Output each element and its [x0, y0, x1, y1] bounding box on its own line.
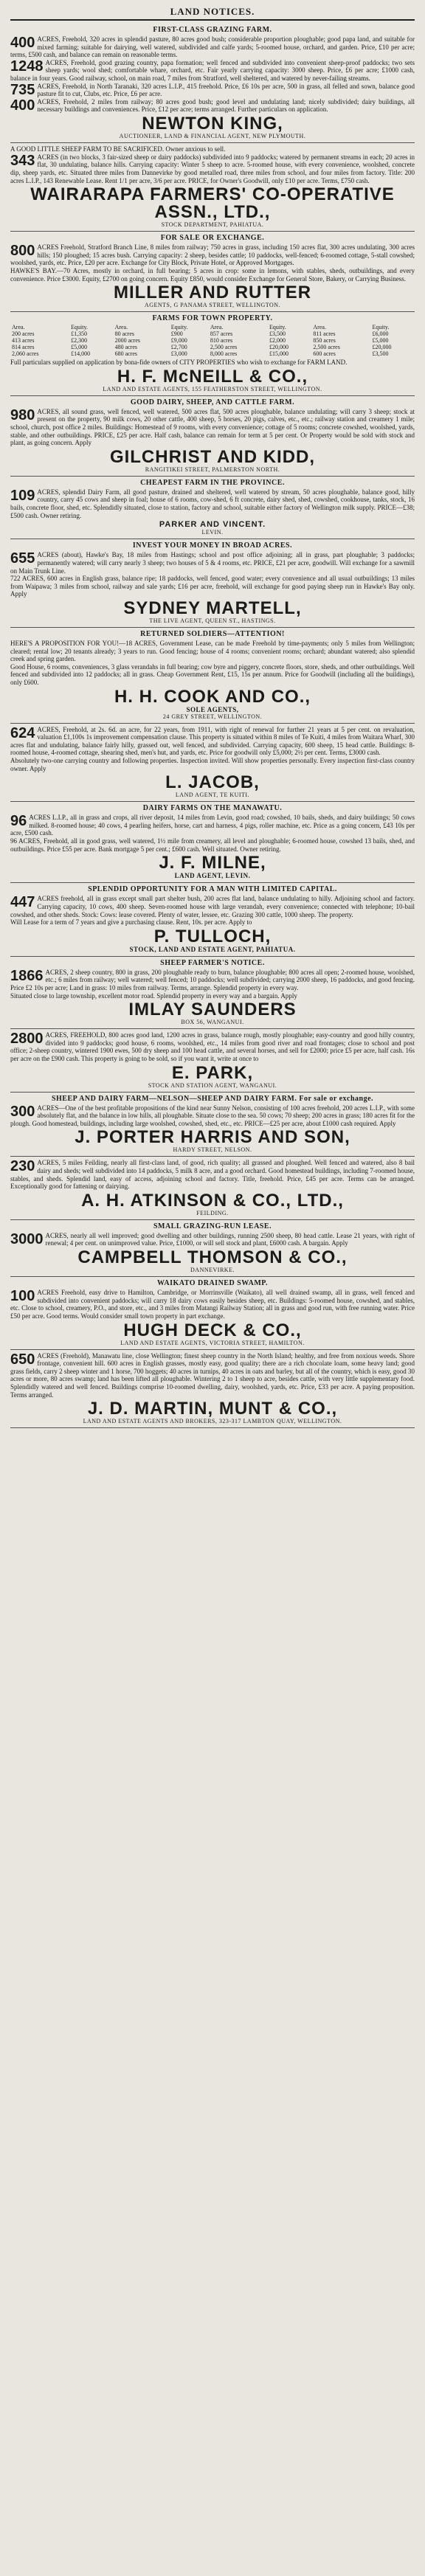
ad-text: ACRES, 2 sheep country, 800 in grass, 200 ploughable ready to burn, balance ploughable; 800 acres all open; 2-roomed house, woolshed, etc.; 6 miles from railway; well watered; well fenced; 10 paddocks; well subdivided; carrying 2000 sheep, 16 paddocks, and good fencing. Price £2 10s per acre; Land in grass: 10 miles from railway. Terms, arrange. Splendid property in every way.	[10, 968, 415, 991]
ad-text: Full particulars supplied on application by bona-fide owners of CITY PROPERTIES who wish to exchange for FARM LAND.	[10, 359, 348, 367]
agent-name: SYDNEY MARTELL,	[123, 598, 302, 618]
ad-body	[10, 1232, 415, 1247]
table-cell: 80 acres	[114, 330, 134, 338]
acreage-figure: 2800	[10, 1031, 44, 1048]
ad-body	[10, 757, 415, 772]
ad-text: A GOOD LITTLE SHEEP FARM TO BE SACRIFICED. Owner anxious to sell.	[10, 145, 226, 153]
acreage-figure: 1866	[10, 967, 44, 984]
table-cell: £20,000	[269, 344, 288, 351]
ad-text: ACRES—One of the best profitable propositions of the kind near Sunny Nelson, consisting of 100 acres freehold, 200 acres L.I.P., with some absolutely flat, and the balance in low hills, all ploughable. Situate close to the sea. 50 cows; 70 sheep; 200 acres in grass; 180 acres fit for the plough. Good homestead, buildings, including large woolshed, cowshed, shed, etc., etc. PRICE—£25 per acre, about £1000 cash required. Apply	[10, 1104, 415, 1127]
ad-heading: SPLENDID OPPORTUNITY FOR A MAN WITH LIMITED CAPITAL.	[88, 885, 337, 894]
ad-body	[10, 726, 415, 757]
ad-heading: DAIRY FARMS ON THE MANAWATU.	[142, 804, 283, 813]
agent-name: J. PORTER HARRIS AND SON,	[75, 1127, 350, 1148]
agent-address: DANNEVIRKE.	[190, 1267, 235, 1274]
table-cell: 810 acres	[210, 337, 233, 344]
table-cell: £3,500	[372, 350, 389, 358]
table-cell: £5,000	[71, 344, 88, 351]
ad-text: Good House, 6 rooms, conveniences, 3 glass verandahs in full bearing; cow byre and piggery, concrete floors, store, sheds, and other outbuildings. Well fenced and subdivided into 12 paddocks; all in grass. Cheap Government Rent, £15, 15s per annum. Price for Goodwill (including all the buildings), only £600.	[10, 662, 415, 686]
agent-address: STOCK DEPARTMENT, PAHIATUA.	[161, 221, 264, 229]
acreage-figure: 624	[10, 724, 35, 741]
land-ad	[10, 312, 415, 396]
farms-table-header: Area.	[210, 324, 224, 331]
table-cell: £3,500	[269, 330, 286, 338]
agent-name: CAMPBELL THOMSON & CO.,	[77, 1247, 348, 1268]
table-row	[10, 337, 415, 344]
acreage-figure: 3000	[10, 1230, 44, 1247]
agent-address: FEILDING.	[196, 1209, 229, 1216]
ad-text: ACRES, Freehold, 320 acres in splendid pasture, 80 acres good bush; considerable proportion ploughable; good papa land, and suitable for mixed farming; suitable for dairying, well watered, subdivided and calfe yards; 5-roomed house, orchard, and garden. Price, £10 per acre; terms, £500 cash, and balance can remain on reasonable terms.	[10, 35, 415, 59]
ad-text: ACRES, Freehold, good grazing country, papa formation; well fenced and subdivided into convenient sheep-proof paddocks; two sets sheep yards; wool shed; comfortable whare, orchard, etc. Fair yearly carrying capacity: 3000 sheep. Price, £6 per acre; £1000 cash, balance in four years. Good railway, school, on main road, 7 miles from Stratford, well sheltered, and watered by never-failing streams.	[10, 58, 415, 83]
agent-name: HUGH DECK & CO.,	[123, 1320, 302, 1340]
agent-name: NEWTON KING,	[142, 114, 283, 134]
farms-table-header: Equity.	[71, 324, 88, 331]
land-ad	[10, 724, 415, 803]
land-ad	[10, 396, 415, 477]
ad-text: ACRES, splendid Dairy Farm, all good pasture, drained and sheltered, well watered by stream, 50 acres ploughable, balance good, hilly country, carry 45 cows and sheep in foal; house of 6 rooms, cow-shed, 6 ft concrete, dairy shed, shed, cowshed, cookhouse, tanks, stock, 16 bails, concrete floor, shed, etc. Splendidly situated, close to station, factory and school, suitable either factory of Wellington milk supply. PRICE—£38; £500 cash. Owner retiring.	[10, 488, 415, 519]
acreage-figure: 109	[10, 487, 35, 504]
farms-table-header: Area.	[12, 324, 25, 331]
ad-heading: WAIKATO DRAINED SWAMP.	[156, 1279, 268, 1288]
ad-body	[10, 153, 415, 184]
ad-body	[10, 575, 415, 598]
ad-text: ACRES freehold, all in grass except small part shelter bush, 200 acres flat land, balance undulating to hilly. Adjoining school and factory. Carrying capacity, 10 cows, 400 sheep. Seven-roomed house with large verandah, every convenience; connected with telephone; 10-bail cowshed, and other sheds. Stock: Cows: lease covered. Plenty of water, lessee, etc. Grazing 300 cattle, 1000 sheep. The property.	[10, 895, 415, 918]
ad-text: ACRES Freehold, easy drive to Hamilton, Cambridge, or Morrinsville (Waikato), all well drained swamp, all in grass, well fenced and subdivided into convenient paddocks; will carry 18 dairy cows easily besides sheep, etc. Buildings: 5-roomed house, cowshed, and stables, etc. Close to school, creamery, P.O., and store, etc., and 3 miles from Matangi Railway Station; all in grass and good run, with free running water. Price £50 per acre. Good terms. Would consider small town property in part exchange.	[10, 1289, 415, 1320]
ad-text: ACRES L.I.P., all in grass and crops, all river deposit, 14 miles from Levin, good road; cowshed, 10 bails, sheds, and dairy buildings; 50 cows milked. 8-roomed house; 40 cows, 4 pearling heifers, horse, cart and harness, 4 pigs, roller machine, etc. Price as a going concern, £43 10s per acre, £500 cash.	[10, 814, 415, 837]
table-cell: 413 acres	[12, 337, 35, 344]
table-cell: 480 acres	[114, 344, 137, 351]
ad-heading: FARMS FOR TOWN PROPERTY.	[152, 314, 273, 323]
ad-body	[10, 918, 415, 927]
ad-body	[10, 59, 415, 83]
ad-text: ACRES, all sound grass, well fenced, well watered, 500 acres flat, 500 acres ploughable, balance undulating; will carry 3 sheep; stock at present on the property, 90 milk cows, 20 other cattle, 400 sheep, 5 horses, 20 pigs, calves, etc., etc.; railway station and creamery 1 mile; school, church, post office 2 miles. Buildings: Homestead of 9 rooms, with every convenience; cottage of 5 rooms; concrete cowshed, woolshed, yards, stable, and other outbuildings. PRICE, £25 per acre. Half cash, balance can remain for term at 5 per cent. Or Property would be sold with stock and plant, as going concern. Apply	[10, 407, 415, 447]
ad-body	[10, 98, 415, 114]
acreage-figure: 655	[10, 550, 35, 567]
table-cell: 8,000 acres	[210, 350, 238, 358]
ad-text: ACRES Freehold, Stratford Branch Line, 8 miles from railway; 750 acres in grass, including 150 acres flat, 300 acres undulating, 300 acres hills; 150 ploughed; 15 acres bush. Carrying capacity: 2 sheep, besides cattle; 10 paddocks, well-fenced; 6-roomed cottage, 5-stall cowshed; woolshed, yards, etc. Price, £20 per acre. Exchange for City Block, Private Hotel, or Approved Mortgages.	[10, 243, 415, 267]
agent-title: SOLE AGENTS,	[186, 705, 239, 713]
page-title: LAND NOTICES.	[10, 6, 415, 21]
ad-body	[10, 488, 415, 519]
ad-body	[10, 895, 415, 918]
acreage-figure: 447	[10, 894, 35, 911]
land-ad	[10, 1029, 415, 1092]
ad-body	[10, 83, 415, 98]
ad-text: ACRES, nearly all well improved; good dwelling and other buildings, running 2500 sheep, 80 head cattle. Lease 21 years, with right of renewal; 4 per cent. on unimproved value. Price, £1000, or will sell stock and plant, £6000 cash. A bargain. Apply	[45, 1231, 415, 1247]
ad-text: ACRES, 5 miles Feilding, nearly all first-class land, of good, rich quality; all grassed and ploughed. Well fenced and watered, also 8 bail dairy and sheds; well subdivided into 14 paddocks, 5 milk 8 acre, and a good orchard. Good homestead buildings, including 7-roomed house, stables, and sheds. Splendid land, easy of access, adjoining school and factory. Title, freehold. Price, £45 per acre. Terms can be arranged. Exceptionally good for fattening or dairying.	[10, 1159, 415, 1191]
table-cell: 600 acres	[313, 350, 336, 358]
agent-address: AUCTIONEER, LAND & FINANCIAL AGENT, NEW PLYMOUTH.	[119, 133, 306, 140]
agent-name: WAIRARAPA FARMERS' CO-OPERATIVE ASSN., LTD.,	[30, 184, 395, 223]
land-ad	[10, 802, 415, 883]
ad-body	[10, 1159, 415, 1190]
ad-text: Absolutely two-one carrying country and following properties. Inspection invited. Will show properties personally. Every inspection first-class country owner. Apply	[10, 757, 415, 772]
ad-text: Situated close to large township, excellent motor road. Splendid property in every way and a bargain. Apply	[10, 991, 297, 1000]
table-cell: £5,000	[372, 337, 389, 344]
table-cell: £9,000	[170, 337, 187, 344]
agent-name: IMLAY SAUNDERS	[128, 1000, 297, 1020]
ad-body	[10, 814, 415, 837]
ad-heading: GOOD DAIRY, SHEEP, AND CATTLE FARM.	[130, 398, 295, 406]
agent-address: AGENTS, G PANAMA STREET, WELLINGTON.	[144, 302, 281, 309]
acreage-figure: 100	[10, 1288, 35, 1305]
agent-address: 24 GREY STREET, WELLINGTON.	[162, 713, 263, 720]
table-cell: £900	[170, 330, 183, 338]
farms-table-header: Equity.	[372, 324, 390, 331]
ad-body	[10, 837, 415, 853]
ad-body	[10, 145, 415, 153]
land-ad	[10, 24, 415, 143]
table-cell: 2000 acres	[114, 337, 140, 344]
agent-name: E. PARK,	[171, 1062, 254, 1083]
ad-body	[10, 640, 415, 663]
ad-text: ACRES (in two blocks, 3 fair-sized sheep or dairy paddocks) subdivided into 9 paddocks; watered by permanent streams in each; 20 acres in flat, 30 undulating, balance hills. Carrying capacity: Winter 5 sheep to acre. 5-roomed house, with every convenience, woolshed, concrete dip, sheep yards, etc. Situated three miles from Dannevirke by good metalled road, three miles from school, and four miles from factory. Title: 200 acres L.I.P., 143 Renewable Lease. Rent 1/1 per acre, 3/6 per acre. PRICE, for Owner's Goodwill, only £10 per acre. Terms, £750 cash.	[10, 153, 415, 184]
ad-body	[10, 663, 415, 687]
table-cell: 2,500 acres	[313, 344, 340, 351]
ad-heading: FOR SALE OR EXCHANGE.	[160, 234, 265, 243]
agent-name: J. D. MARTIN, MUNT & CO.,	[87, 1399, 338, 1419]
acreage-figure: 980	[10, 406, 35, 423]
acreage-figure: 300	[10, 1103, 35, 1120]
table-cell: 850 acres	[313, 337, 336, 344]
agent-address: HARDY STREET, NELSON.	[173, 1146, 252, 1154]
table-cell: £20,000	[372, 344, 392, 351]
land-ad	[10, 477, 415, 539]
land-ad	[10, 883, 415, 956]
table-cell: £6,000	[372, 330, 389, 338]
acreage-figure: 735	[10, 81, 35, 98]
agent-address: RANGITIKEI STREET, PALMERSTON NORTH.	[145, 465, 280, 473]
agent-name: MILLER AND RUTTER	[113, 283, 312, 303]
ad-text: ACRES, FREEHOLD, 800 acres good land, 1200 acres in grass, balance rough, mostly ploughable; easy-country and good hilly country, divided into 9 paddocks; good house, 6 rooms, woolshed, etc., 14 miles from good river and road frontages; close to school and post office; 2-sheep country, wintered 1900 ewes, 500 dry sheep and 100 head cattle, and several horses, and sell for £2000; price £5 per acre, half cash. 16s per acre on the £900 cash. This property is going to be sold, so if you want it, write at once to	[10, 1031, 415, 1062]
agent-name: A. H. ATKINSON & CO., LTD.,	[81, 1190, 344, 1211]
ad-body	[10, 992, 415, 1000]
agent-name: J. F. MILNE,	[159, 853, 266, 873]
ad-text: HERE'S A PROPOSITION FOR YOU!—18 ACRES, Government Lease, can be made Freehold by time-payments; only 5 miles from Wellington; cleared; rental low; 20 tenants already; 3 years to run. Good fencing; house of 4 rooms; convenient rooms; orchard; abundant watered; also splendid creek and spring garden.	[10, 639, 415, 663]
ad-body	[10, 1352, 415, 1399]
ad-body	[10, 551, 415, 575]
acreage-figure: 96	[10, 813, 27, 830]
ad-text: ACRES, Freehold, 2 miles from railway; 80 acres good bush; good level and undulating land; nicely subdivided; dairy buildings, all necessary buildings and conveniences. Price, £12 per acre; terms arranged. Further particulars on application.	[37, 97, 415, 114]
ad-heading: SHEEP AND DAIRY FARM—NELSON—SHEEP AND DAIRY FARM. For sale or exchange.	[51, 1094, 374, 1103]
agent-address: THE LIVE AGENT, QUEEN ST., HASTINGS.	[149, 617, 276, 624]
ad-body	[10, 969, 415, 992]
ad-body	[10, 35, 415, 59]
classified-ads-column	[10, 24, 415, 1428]
ad-heading: INVEST YOUR MONEY IN BROAD ACRES.	[132, 541, 293, 550]
table-row	[10, 330, 415, 337]
ad-text: Will Lease for a term of 7 years and give a purchasing clause. Rent, 10s. per acre. Apply to	[10, 918, 252, 927]
agent-address: STOCK AND STATION AGENT, WANGANUI.	[148, 1081, 277, 1089]
ad-body	[10, 267, 415, 283]
land-ad	[10, 232, 415, 312]
land-ad	[10, 1350, 415, 1429]
table-cell: £2,700	[170, 344, 187, 351]
agent-name: GILCHRIST AND KIDD,	[109, 446, 316, 467]
agent-address: LAND AGENT, TE KUITI.	[175, 792, 250, 799]
table-row	[10, 344, 415, 350]
agent-name: H. F. McNEILL & CO.,	[117, 366, 308, 387]
table-cell: £3,000	[170, 350, 187, 358]
agent-address: LAND AND ESTATE AGENTS, 155 FEATHERSTON STREET, WELLINGTON.	[103, 385, 322, 392]
ad-heading: CHEAPEST FARM IN THE PROVINCE.	[140, 478, 285, 487]
farms-table	[10, 324, 415, 357]
table-cell: £2,300	[71, 337, 88, 344]
ad-body	[10, 243, 415, 267]
ad-text: ACRES (about), Hawke's Bay, 18 miles from Hastings; school and post office adjoining; all in grass, part ploughable; 3 paddocks; permanently watered; will carry nearly 3 sheep; two houses of 5 & 4 rooms, etc. PRICE, £21 per acre, goodwill. Will exchange for a sawmill on Main Trunk Line.	[10, 551, 415, 575]
ad-text: ACRES, Freehold, at 2s. 6d. an acre, for 22 years, from 1911, with right of renewal for further 21 years at 5 per cent. on revaluation, valuation £1,100s 1s improvement compensation clause. This property is situated within 8 miles of Te Kuiti, 4 miles from Waitara Wharf, 300 acres flat and undulating, balance fairly hilly, grassed out, well fenced, and subdivided. Carrying capacity, 600 sheep, 15 head cattle. Buildings: 8-roomed house, 4-roomed cottage, shearing shed, men's hut, and yards, etc. Price for goodwill only £5,000; 2½ per cent. Terms, £3000 cash.	[10, 725, 415, 757]
land-ad	[10, 1093, 415, 1157]
table-cell: 2,500 acres	[210, 344, 238, 351]
acreage-figure: 343	[10, 152, 35, 169]
table-cell: £14,000	[71, 350, 91, 358]
farms-table-header: Area.	[313, 324, 326, 331]
agent-address: BOX 56, WANGANUI.	[181, 1019, 244, 1026]
ad-heading: RETURNED SOLDIERS—ATTENTION!	[140, 629, 285, 638]
table-row	[10, 350, 415, 357]
ad-text: 96 ACRES, Freehold, all in good grass, well watered, 1½ mile from creamery, all level and ploughable; 6-roomed house, cowshed 13 bails, shed, and outbuildings. Price £55 per acre. Bank mortgage 5 per cent.; £600 cash. Well situated. Owner retiring.	[10, 837, 415, 853]
ad-heading: FIRST-CLASS GRAZING FARM.	[153, 26, 272, 34]
ad-text: 722 ACRES, 600 acres in English grass, balance ripe; 18 paddocks, well fenced, good water; every convenience and all usual outbuildings; 13 miles from Waipawa; 3 miles from school, railway and sale yards; £16 per acre, freehold, will exchange for good paying sheep run in Hawke's Bay only. Apply	[10, 575, 415, 598]
ad-body	[10, 408, 415, 447]
land-ad	[10, 1157, 415, 1219]
ad-heading: SHEEP FARMER'S NOTICE.	[160, 958, 265, 967]
acreage-figure: 1248	[10, 58, 44, 75]
land-ad	[10, 1220, 415, 1277]
table-cell: 814 acres	[12, 344, 35, 351]
land-ad	[10, 143, 415, 232]
acreage-figure: 650	[10, 1351, 35, 1368]
farms-table-header: Equity.	[269, 324, 286, 331]
agent-title: LAND AGENT, LEVIN.	[174, 872, 251, 880]
agent-name: L. JACOB,	[165, 772, 260, 793]
ad-body	[10, 1289, 415, 1320]
table-cell: £15,000	[269, 350, 288, 358]
land-ad	[10, 628, 415, 724]
table-cell: 2,060 acres	[12, 350, 39, 358]
ad-body	[10, 359, 415, 367]
farms-table-header: Equity.	[170, 324, 188, 331]
agent-address: LAND AND ESTATE AGENTS AND BROKERS, 323-317 LAMBTON QUAY, WELLINGTON.	[83, 1418, 342, 1425]
agent-name: H. H. COOK AND CO.,	[114, 686, 311, 707]
table-cell: 811 acres	[313, 330, 336, 338]
acreage-figure: 400	[10, 97, 35, 114]
agent-title: STOCK, LAND AND ESTATE AGENT, PAHIATUA.	[129, 945, 296, 953]
agent-address: LEVIN.	[201, 529, 224, 536]
ad-body	[10, 1031, 415, 1062]
newspaper-page	[6, 0, 419, 1428]
table-cell: 680 acres	[114, 350, 137, 358]
table-cell: £1,350	[71, 330, 88, 338]
agent-name: PARKER AND VINCENT.	[159, 520, 266, 530]
acreage-figure: 230	[10, 1158, 35, 1175]
farms-table-header: Area.	[114, 324, 128, 331]
agent-address: LAND AND ESTATE AGENTS, VICTORIA STREET, HAMILTON.	[120, 1339, 305, 1346]
ad-text: ACRES (Freehold), Manawatu line, close Wellington; finest sheep country in the North Island; healthy, and free from noxious weeds. Shore frontage, convenient hill. 600 acres in English grasses, mostly easy, good quality; there are a rich chocolate loam, some heavy land; good grass fields, carry 2 sheep winter and 1 horse, 700 hoggets; 40 acres in turnips, 40 acres in oats and barley, but all of the country, which is easy, good 30 acres or more, 80 acres swamp; land has been lifted all ploughable. Wintering 2 to 1 sheep to acre, besides cattle, with very little supplementary food. Splendidly watered and well fenced. Buildings comprise 10-roomed dwelling, dairy, woolshed, yards, etc. Price, £33 per acre. A paying proposition. Terms arranged.	[10, 1351, 415, 1399]
ad-text: ACRES, Freehold, in North Taranaki, 320 acres L.I.P., 415 freehold. Price, £6 10s per acre, 500 in grass, all felled and sown, balance good pasture fit to cut, Clubs, etc. Price, £6 per acre.	[37, 82, 415, 98]
ad-heading: SMALL GRAZING-RUN LEASE.	[153, 1222, 272, 1230]
land-ad	[10, 1277, 415, 1349]
ad-text: HAWKE'S BAY.—70 Acres, mostly in orchard, in full bearing; 5 acres in crop: some in lemons, with stables, sheds, outbuildings, and every convenience. Price £3000. Equity, £2700 on going concern. Equity £850, would consider Exchange for General Store, Bakery, or Carrying Business.	[10, 266, 415, 283]
table-cell: 857 acres	[210, 330, 233, 338]
land-ad	[10, 957, 415, 1029]
acreage-figure: 400	[10, 35, 35, 51]
land-ad	[10, 539, 415, 628]
table-cell: £2,000	[269, 337, 286, 344]
acreage-figure: 800	[10, 243, 35, 260]
table-cell: 200 acres	[12, 330, 35, 338]
agent-name: P. TULLOCH,	[153, 926, 272, 946]
ad-body	[10, 1104, 415, 1128]
